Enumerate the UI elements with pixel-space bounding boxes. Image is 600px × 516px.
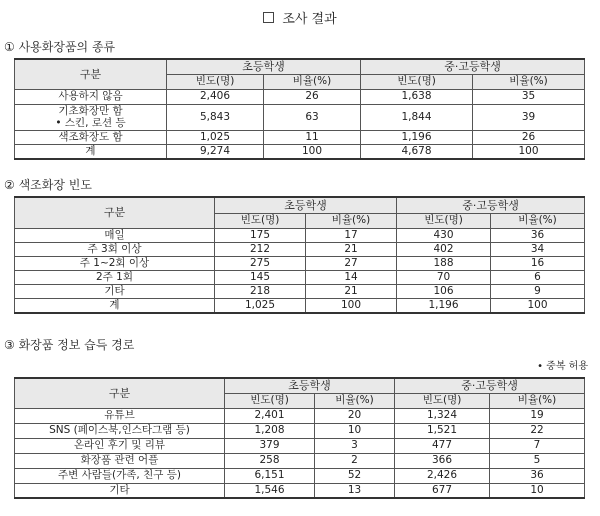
cell: 1,638 [361,89,473,104]
cell: 218 [215,284,306,298]
table-row [15,228,585,242]
section-1-table [14,58,585,160]
table-row [15,483,585,498]
cell: 4,678 [361,144,473,159]
cell: 6 [491,270,585,284]
cell: 52 [315,468,395,483]
header-count: 빈도(명) [397,213,491,228]
table-row [15,468,585,483]
header-count: 빈도(명) [361,74,473,89]
cell: 430 [397,228,491,242]
table-row [15,242,585,256]
header-elementary: 초등학생 [167,59,361,74]
header-group: 구분 [15,59,167,89]
header-count: 빈도(명) [395,393,490,408]
row-label: 주 3회 이상 [15,242,215,256]
header-elementary: 초등학생 [215,197,397,213]
cell: 7 [490,438,585,453]
section-1-heading: ① 사용화장품의 종류 [4,40,116,54]
header-count: 빈도(명) [215,213,306,228]
row-label: 화장품 관련 어플 [15,453,225,468]
cell: 34 [491,242,585,256]
row-label: 기타 [15,483,225,498]
table-row [15,284,585,298]
cell: 402 [397,242,491,256]
cell: 1,025 [167,130,264,144]
cell: 9,274 [167,144,264,159]
row-label: 기초화장만 함 • 스킨, 로션 등 [15,104,167,130]
row-label: 계 [15,298,215,313]
cell: 10 [490,483,585,498]
header-group: 구분 [15,197,215,228]
cell: 36 [491,228,585,242]
cell: 39 [473,104,585,130]
cell: 5,843 [167,104,264,130]
cell: 100 [306,298,397,313]
cell: 2 [315,453,395,468]
table-row-total [15,144,585,159]
cell: 1,025 [215,298,306,313]
table-row [15,270,585,284]
table-row [15,130,585,144]
cell: 1,521 [395,423,490,438]
section-3-heading: ③ 화장품 정보 습득 경로 [4,338,135,352]
cell: 26 [264,89,361,104]
table-row [15,438,585,453]
row-label: 색조화장도 함 [15,130,167,144]
cell: 2,426 [395,468,490,483]
cell: 21 [306,242,397,256]
cell: 16 [491,256,585,270]
cell: 6,151 [225,468,315,483]
header-count: 빈도(명) [167,74,264,89]
table-row-total [15,298,585,313]
section-2-heading: ② 색조화장 빈도 [4,178,92,192]
table-row [15,256,585,270]
header-middle-high: 중·고등학생 [395,378,585,393]
checkbox-square-icon [263,12,274,23]
cell: 677 [395,483,490,498]
cell: 35 [473,89,585,104]
cell: 1,844 [361,104,473,130]
cell: 1,196 [361,130,473,144]
header-ratio: 비율(%) [490,393,585,408]
cell: 175 [215,228,306,242]
row-label: SNS (페이스북,인스타그램 등) [15,423,225,438]
table-row [15,408,585,423]
table-row [15,423,585,438]
header-elementary: 초등학생 [225,378,395,393]
cell: 27 [306,256,397,270]
header-group: 구분 [15,378,225,408]
table-row [15,104,585,130]
cell: 366 [395,453,490,468]
header-ratio: 비율(%) [264,74,361,89]
cell: 275 [215,256,306,270]
header-ratio: 비율(%) [473,74,585,89]
cell: 3 [315,438,395,453]
cell: 14 [306,270,397,284]
cell: 17 [306,228,397,242]
row-label: 주 1~2회 이상 [15,256,215,270]
cell: 21 [306,284,397,298]
cell: 9 [491,284,585,298]
cell: 100 [491,298,585,313]
table-row [15,89,585,104]
row-label: 주변 사람들(가족, 친구 등) [15,468,225,483]
cell: 100 [473,144,585,159]
row-label: 2주 1회 [15,270,215,284]
header-middle-high: 중·고등학생 [397,197,585,213]
cell: 1,208 [225,423,315,438]
cell: 13 [315,483,395,498]
cell: 258 [225,453,315,468]
cell: 26 [473,130,585,144]
cell: 477 [395,438,490,453]
cell: 145 [215,270,306,284]
cell: 1,324 [395,408,490,423]
header-ratio: 비율(%) [306,213,397,228]
cell: 5 [490,453,585,468]
header-count: 빈도(명) [225,393,315,408]
cell: 212 [215,242,306,256]
cell: 22 [490,423,585,438]
cell: 100 [264,144,361,159]
cell: 1,196 [397,298,491,313]
report-title [0,8,600,27]
cell: 2,406 [167,89,264,104]
section-2-table [14,196,585,314]
report-title-text: 조사 결과 [282,12,337,27]
cell: 36 [490,468,585,483]
row-label: 유튜브 [15,408,225,423]
row-label: 기타 [15,284,215,298]
table-row [15,453,585,468]
section-3-table [14,377,585,499]
header-ratio: 비율(%) [491,213,585,228]
cell: 11 [264,130,361,144]
row-label: 매일 [15,228,215,242]
cell: 379 [225,438,315,453]
cell: 1,546 [225,483,315,498]
cell: 2,401 [225,408,315,423]
header-ratio: 비율(%) [315,393,395,408]
cell: 106 [397,284,491,298]
cell: 19 [490,408,585,423]
cell: 188 [397,256,491,270]
cell: 10 [315,423,395,438]
cell: 20 [315,408,395,423]
row-label: 온라인 후기 및 리뷰 [15,438,225,453]
duplicate-allowed-note: • 중복 허용 [537,361,588,372]
cell: 63 [264,104,361,130]
header-middle-high: 중·고등학생 [361,59,585,74]
row-label: 사용하지 않음 [15,89,167,104]
row-label: 계 [15,144,167,159]
cell: 70 [397,270,491,284]
